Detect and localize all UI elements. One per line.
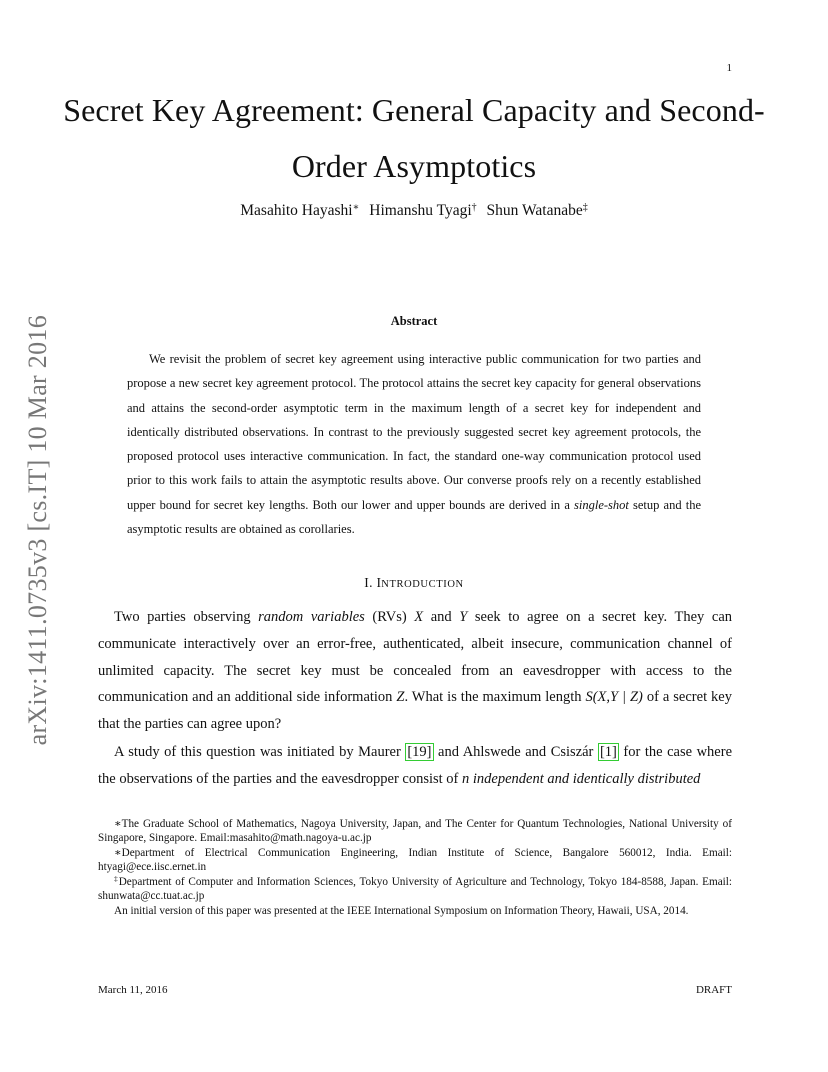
footnote-text: The Graduate School of Mathematics, Nagoya University, Japan, and The Center for Quantum Technologies, National University of Singapore, Singapore. Email:masahito@math.nagoya-u.ac.jp <box>98 818 732 845</box>
body-paragraph <box>98 739 732 793</box>
footnote <box>98 817 732 846</box>
math-symbol: Z <box>396 689 405 706</box>
math-symbol: X <box>414 609 424 625</box>
author-name: Shun Watanabe <box>486 202 583 219</box>
author-name: Himanshu Tyagi <box>369 202 472 219</box>
arxiv-stamp-text: arXiv:1411.0735v3 [cs.IT] 10 Mar 2016 <box>23 314 52 746</box>
text-run: for the case where the observations of the parties and the eavesdropper consist of <box>98 744 732 787</box>
footnote-mark: ∗ <box>114 818 122 830</box>
section-number: I. <box>364 575 373 590</box>
section-title-rest: NTRODUCTION <box>381 579 464 590</box>
text-run: and Ahlswede and Csiszár <box>433 744 598 760</box>
text-run: Two parties observing <box>114 609 259 625</box>
text-run: (RVs) <box>364 609 415 625</box>
citation-link[interactable]: [19] <box>407 744 432 760</box>
section-heading <box>60 575 768 591</box>
author-name: Masahito Hayashi <box>240 202 353 219</box>
body-paragraph <box>98 604 732 738</box>
footnote-text: Department of Electrical Communication Engineering, Indian Institute of Science, Bangalore 560012, India. Email: htyagi@ece.iisc.ernet.in <box>98 847 732 874</box>
citation-link[interactable]: [1] <box>599 744 617 760</box>
text-run: of a secret key that the parties can agree upon? <box>98 689 732 733</box>
author-mark: † <box>471 202 477 213</box>
footnote <box>98 904 732 918</box>
math-symbol: n <box>462 770 470 787</box>
text-run: . What is the maximum length <box>404 689 586 706</box>
footnote <box>98 875 732 904</box>
abstract-part: We revisit the problem of secret key agreement using interactive public communication for two parties and propose a new secret key agreement protocol. The protocol attains the secret key capacity for general observations and attains the second-order asymptotic term in the maximum length of a secret key for independent and identically distributed observations. In contrast to the previously suggested secret key agreement protocols, the proposed protocol uses interactive communication. In fact, the standard one-way communication protocol used prior to this work fails to attain the asymptotic results above. Our converse proofs rely on a recently established upper bound for secret key lengths. Both our lower and upper bounds are derived in a <box>127 352 701 512</box>
author-mark: ‡ <box>582 202 588 213</box>
text-run: and <box>423 609 460 625</box>
text-run: A study of this question was initiated by Maurer <box>114 744 406 760</box>
footer-date: March 11, 2016 <box>98 984 168 996</box>
paper-title: Secret Key Agreement: General Capacity and Second-Order Asymptotics <box>63 92 765 184</box>
page-number: 1 <box>726 62 732 74</box>
text-run: seek to agree on a secret key. They can communicate interactively over an error-free, authenticated, albeit insecure, communication channel of unlimited capacity. The secret key must be concealed from an eavesdropper with access to the communication and an additional side information <box>98 609 732 706</box>
author-list <box>60 202 768 220</box>
abstract-part: setup and the asymptotic results are obtained as corollaries. <box>127 497 701 537</box>
section-title-first: I <box>376 575 382 590</box>
footnote-mark: ∗ <box>114 847 122 859</box>
emphasis: random variables <box>258 609 365 625</box>
footnote-text: An initial version of this paper was presented at the IEEE International Symposium on Information Theory, Hawaii, USA, 2014. <box>114 905 689 917</box>
arxiv-stamp <box>18 300 58 760</box>
author-mark: ∗ <box>352 202 360 213</box>
math-expression: S(X,Y | Z) <box>585 689 643 706</box>
footnote-text: Department of Computer and Information Sciences, Tokyo University of Agriculture and Technology, Tokyo 184-8588, Japan. Email: shunwata@cc.tuat.ac.jp <box>98 876 732 903</box>
footer-draft-label: DRAFT <box>695 984 732 996</box>
abstract-heading: Abstract <box>390 314 438 328</box>
footnote <box>98 846 732 875</box>
abstract-emphasis: single-shot <box>574 497 629 512</box>
math-symbol: Y <box>459 609 468 625</box>
footnote-mark: ‡ <box>114 874 119 883</box>
abstract-text <box>127 347 701 541</box>
emphasis: independent and identically distributed <box>472 770 701 787</box>
